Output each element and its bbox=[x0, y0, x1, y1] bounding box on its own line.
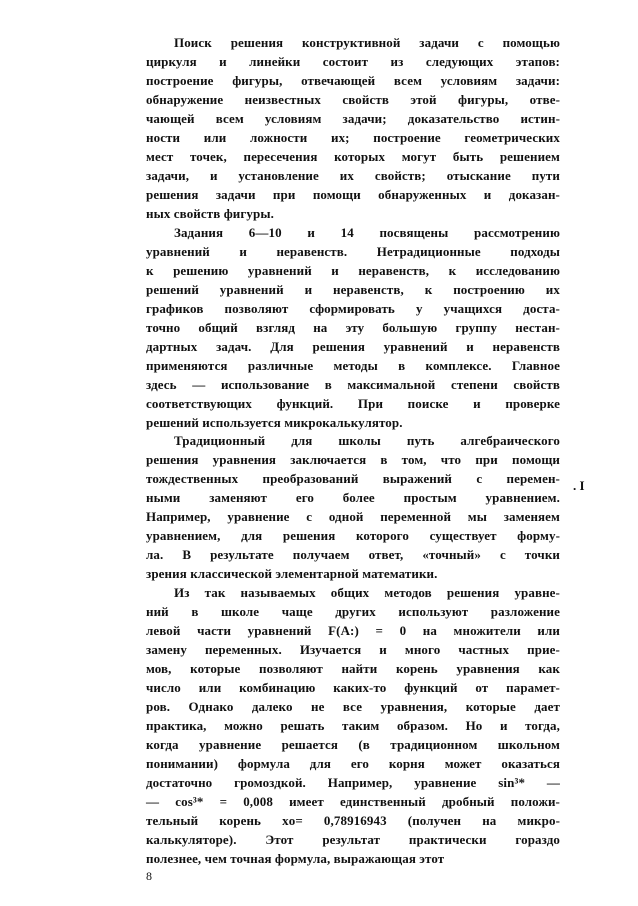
text-line: решения уравнения заключается в том, что при помощи bbox=[146, 452, 560, 467]
text-line: калькуляторе). Этот результат практически гораздо bbox=[146, 832, 560, 847]
text-line: тождественных преобразований выражений с перемен- bbox=[146, 471, 560, 486]
text-line: построение фигуры, отвечающей всем условиям задачи: bbox=[146, 73, 560, 88]
text-line: мов, которые позволяют найти корень уравнения как bbox=[146, 661, 560, 676]
text-line: замену переменных. Изучается и много частных прие- bbox=[146, 642, 560, 657]
text-line: здесь — использование в максимальной степени свойств bbox=[146, 377, 560, 392]
text-line: ний в школе чаще других используют разложение bbox=[146, 604, 560, 619]
text-line: Поиск решения конструктивной задачи с помощью bbox=[174, 35, 560, 50]
text-line: левой части уравнений F(A:) = 0 на множители или bbox=[146, 623, 560, 638]
text-line: — cos³* = 0,008 имеет единственный дробный положи- bbox=[146, 794, 560, 809]
page-number: 8 bbox=[146, 869, 152, 883]
text-line: понимании) формула для его корня может оказаться bbox=[146, 756, 560, 771]
text-line: тельный корень xo= 0,78916943 (получен на микро- bbox=[146, 813, 560, 828]
text-line: решения задачи при помощи обнаруженных и доказан- bbox=[146, 187, 560, 202]
text-line: число или комбинацию каких-то функций от парамет- bbox=[146, 680, 560, 695]
text-line: ности или ложности их; построение геометрических bbox=[146, 130, 560, 145]
text-line: мест точек, пересечения которых могут быть решением bbox=[146, 149, 560, 164]
text-line: практика, можно решать таким образом. Но и тогда, bbox=[146, 718, 560, 733]
text-line: соответствующих функций. При поиске и проверке bbox=[146, 396, 560, 411]
text-line: чающей всем условиям задачи; доказательство истин- bbox=[146, 111, 560, 126]
text-line: Традиционный для школы путь алгебраического bbox=[174, 433, 560, 448]
text-line: применяются различные методы в комплексе. Главное bbox=[146, 358, 560, 373]
text-line: уравнением, для решения которого существует форму- bbox=[146, 528, 560, 543]
text-line: решений используется микрокалькулятор. bbox=[146, 415, 403, 430]
text-line: ров. Однако далеко не все уравнения, которые дает bbox=[146, 699, 560, 714]
text-line: точно общий взгляд на эту большую группу нестан- bbox=[146, 320, 560, 335]
text-line: графиков позволяют сформировать у учащихся доста- bbox=[146, 301, 560, 316]
text-line: дартных задач. Для решения уравнений и неравенств bbox=[146, 339, 560, 354]
text-line: циркуля и линейки состоит из следующих этапов: bbox=[146, 54, 560, 69]
text-line: ными заменяют его более простым уравнением. bbox=[146, 490, 560, 505]
text-line: ла. В результате получаем ответ, «точный» с точки bbox=[146, 547, 560, 562]
text-line: ных свойств фигуры. bbox=[146, 206, 274, 221]
text-line: задачи, и установление их свойств; отыскание пути bbox=[146, 168, 560, 183]
text-line: к решению уравнений и неравенств, к исследованию bbox=[146, 263, 560, 278]
margin-note: . I bbox=[573, 478, 585, 493]
text-line: уравнений и неравенств. Нетрадиционные подходы bbox=[146, 244, 560, 259]
text-line: когда уравнение решается (в традиционном школьном bbox=[146, 737, 560, 752]
text-line: Из так называемых общих методов решения уравне- bbox=[174, 585, 560, 600]
text-line: полезнее, чем точная формула, выражающая этот bbox=[146, 851, 445, 866]
text-line: зрения классической элементарной математики. bbox=[146, 566, 438, 581]
text-line: достаточно громоздкой. Например, уравнение sin³* — bbox=[146, 775, 560, 790]
text-line: решений уравнений и неравенств, к построению их bbox=[146, 282, 560, 297]
text-line: обнаружение неизвестных свойств этой фигуры, отве- bbox=[146, 92, 560, 107]
text-line: Например, уравнение с одной переменной мы заменяем bbox=[146, 509, 560, 524]
text-line: Задания 6—10 и 14 посвящены рассмотрению bbox=[174, 225, 560, 240]
